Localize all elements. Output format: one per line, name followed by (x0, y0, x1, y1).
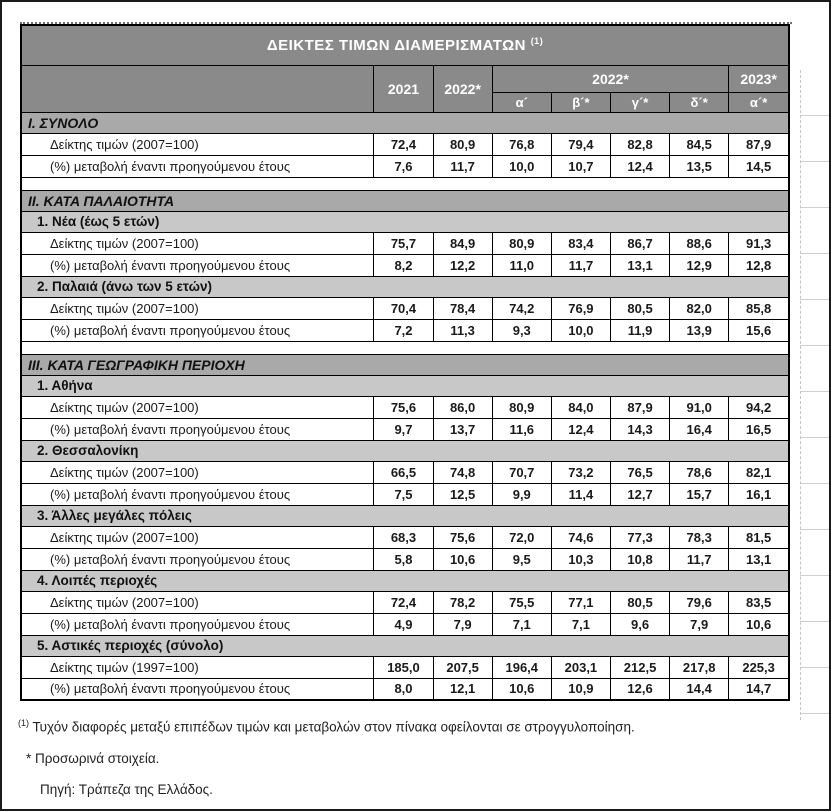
row-label: Δείκτης τιμών (2007=100) (21, 526, 374, 548)
value-cell: 9,3 (492, 319, 551, 341)
value-cell: 196,4 (492, 656, 551, 678)
subsection-heading: 3. Άλλες μεγάλες πόλεις (21, 505, 789, 526)
column-group-2022-quarters: 2022* (492, 65, 729, 92)
value-cell: 70,4 (374, 297, 433, 319)
value-cell: 78,3 (670, 526, 729, 548)
row-label: Δείκτης τιμών (2007=100) (21, 133, 374, 155)
subsection-heading: 1. Νέα (έως 5 ετών) (21, 211, 789, 232)
subsection-heading: 5. Αστικές περιοχές (σύνολο) (21, 635, 789, 656)
table-row (21, 254, 789, 276)
value-cell: 11,4 (551, 483, 610, 505)
row-label: (%) μεταβολή έναντι προηγούμενου έτους (21, 548, 374, 570)
row-label: Δείκτης τιμών (2007=100) (21, 461, 374, 483)
row-label: (%) μεταβολή έναντι προηγούμενου έτους (21, 319, 374, 341)
table-row (21, 613, 789, 635)
table-row (21, 232, 789, 254)
table-row (21, 461, 789, 483)
price-index-table-container (20, 24, 790, 701)
table-row (21, 678, 789, 700)
value-cell: 75,6 (433, 526, 492, 548)
value-cell: 76,5 (610, 461, 669, 483)
value-cell: 78,6 (670, 461, 729, 483)
value-cell: 83,5 (729, 591, 789, 613)
spacer-row (21, 177, 789, 190)
column-header-2022-q4: δ´* (670, 92, 729, 112)
row-label: Δείκτης τιμών (2007=100) (21, 232, 374, 254)
table-row (21, 418, 789, 440)
value-cell: 7,6 (374, 155, 433, 177)
value-cell: 94,2 (729, 396, 789, 418)
value-cell: 12,5 (433, 483, 492, 505)
value-cell: 78,2 (433, 591, 492, 613)
value-cell: 82,8 (610, 133, 669, 155)
source-note: Πηγή: Τράπεζα της Ελλάδος. (40, 781, 213, 797)
value-cell: 11,9 (610, 319, 669, 341)
value-cell: 75,7 (374, 232, 433, 254)
value-cell: 16,4 (670, 418, 729, 440)
value-cell: 9,5 (492, 548, 551, 570)
value-cell: 13,5 (670, 155, 729, 177)
value-cell: 8,2 (374, 254, 433, 276)
value-cell: 207,5 (433, 656, 492, 678)
value-cell: 12,2 (433, 254, 492, 276)
column-header-2022-q1: α´ (492, 92, 551, 112)
value-cell: 8,0 (374, 678, 433, 700)
value-cell: 80,5 (610, 297, 669, 319)
value-cell: 75,6 (374, 396, 433, 418)
subsection-heading: 2. Θεσσαλονίκη (21, 440, 789, 461)
value-cell: 4,9 (374, 613, 433, 635)
value-cell: 82,1 (729, 461, 789, 483)
value-cell: 72,4 (374, 591, 433, 613)
value-cell: 10,0 (492, 155, 551, 177)
value-cell: 80,5 (610, 591, 669, 613)
subsection-new-heading-row (21, 211, 789, 232)
value-cell: 7,9 (433, 613, 492, 635)
value-cell: 9,6 (610, 613, 669, 635)
value-cell: 13,1 (610, 254, 669, 276)
section-age-heading-row (21, 190, 789, 211)
row-label: Δείκτης τιμών (2007=100) (21, 591, 374, 613)
value-cell: 88,6 (670, 232, 729, 254)
value-cell: 212,5 (610, 656, 669, 678)
value-cell: 75,5 (492, 591, 551, 613)
footnote-provisional: * Προσωρινά στοιχεία. (26, 750, 160, 766)
subsection-heading: 4. Λοιπές περιοχές (21, 570, 789, 591)
value-cell: 10,3 (551, 548, 610, 570)
value-cell: 73,2 (551, 461, 610, 483)
value-cell: 15,6 (729, 319, 789, 341)
value-cell: 10,7 (551, 155, 610, 177)
value-cell: 14,5 (729, 155, 789, 177)
value-cell: 83,4 (551, 232, 610, 254)
value-cell: 87,9 (610, 396, 669, 418)
value-cell: 10,9 (551, 678, 610, 700)
value-cell: 76,8 (492, 133, 551, 155)
section-heading: II. ΚΑΤΑ ΠΑΛΑΙΟΤΗΤΑ (21, 190, 789, 211)
value-cell: 82,0 (670, 297, 729, 319)
row-label: (%) μεταβολή έναντι προηγούμενου έτους (21, 155, 374, 177)
value-cell: 70,7 (492, 461, 551, 483)
subsection-urban-areas-heading-row (21, 635, 789, 656)
value-cell: 203,1 (551, 656, 610, 678)
value-cell: 16,1 (729, 483, 789, 505)
value-cell: 72,4 (374, 133, 433, 155)
value-cell: 80,9 (433, 133, 492, 155)
value-cell: 225,3 (729, 656, 789, 678)
value-cell: 11,0 (492, 254, 551, 276)
value-cell: 7,1 (551, 613, 610, 635)
value-cell: 78,4 (433, 297, 492, 319)
section-heading: III. ΚΑΤΑ ΓΕΩΓΡΑΦΙΚΗ ΠΕΡΙΟΧΗ (21, 354, 789, 375)
value-cell: 7,2 (374, 319, 433, 341)
value-cell: 76,9 (551, 297, 610, 319)
value-cell: 80,9 (492, 396, 551, 418)
row-label: (%) μεταβολή έναντι προηγούμενου έτους (21, 613, 374, 635)
value-cell: 84,9 (433, 232, 492, 254)
row-label: Δείκτης τιμών (2007=100) (21, 396, 374, 418)
column-header-2022-q2: β´* (551, 92, 610, 112)
subsection-heading: 2. Παλαιά (άνω των 5 ετών) (21, 276, 789, 297)
value-cell: 74,6 (551, 526, 610, 548)
value-cell: 68,3 (374, 526, 433, 548)
value-cell: 84,5 (670, 133, 729, 155)
title-footnote-ref: (1) (530, 36, 544, 47)
row-label: (%) μεταβολή έναντι προηγούμενου έτους (21, 678, 374, 700)
value-cell: 185,0 (374, 656, 433, 678)
value-cell: 74,2 (492, 297, 551, 319)
section-total-heading-row (21, 112, 789, 133)
row-label: Δείκτης τιμών (2007=100) (21, 297, 374, 319)
column-header-2022: 2022* (433, 65, 492, 112)
row-label: (%) μεταβολή έναντι προηγούμενου έτους (21, 418, 374, 440)
table-row (21, 526, 789, 548)
value-cell: 9,7 (374, 418, 433, 440)
value-cell: 79,4 (551, 133, 610, 155)
table-title-text: ΔΕΙΚΤΕΣ ΤΙΜΩΝ ΔΙΑΜΕΡΙΣΜΑΤΩΝ (266, 37, 531, 55)
table-row (21, 591, 789, 613)
row-label: Δείκτης τιμών (1997=100) (21, 656, 374, 678)
value-cell: 87,9 (729, 133, 789, 155)
year-header-row (21, 65, 789, 92)
table-row (21, 297, 789, 319)
subsection-athens-heading-row (21, 375, 789, 396)
value-cell: 13,1 (729, 548, 789, 570)
value-cell: 7,9 (670, 613, 729, 635)
table-title (21, 25, 789, 65)
section-region-heading-row (21, 354, 789, 375)
value-cell: 79,6 (670, 591, 729, 613)
value-cell: 16,5 (729, 418, 789, 440)
column-header-2022-q3: γ´* (610, 92, 669, 112)
value-cell: 12,7 (610, 483, 669, 505)
subsection-heading: 1. Αθήνα (21, 375, 789, 396)
row-label: (%) μεταβολή έναντι προηγούμενου έτους (21, 483, 374, 505)
value-cell: 217,8 (670, 656, 729, 678)
value-cell: 84,0 (551, 396, 610, 418)
section-heading: I. ΣΥΝΟΛΟ (21, 112, 789, 133)
value-cell: 7,1 (492, 613, 551, 635)
value-cell: 10,6 (492, 678, 551, 700)
column-header-2023-q1: α´* (729, 92, 789, 112)
footnote-ref: (1) (18, 718, 29, 728)
value-cell: 10,8 (610, 548, 669, 570)
table-row (21, 319, 789, 341)
value-cell: 85,8 (729, 297, 789, 319)
value-cell: 86,7 (610, 232, 669, 254)
value-cell: 12,9 (670, 254, 729, 276)
value-cell: 13,9 (670, 319, 729, 341)
footnote-rounding (18, 718, 808, 735)
value-cell: 12,1 (433, 678, 492, 700)
column-header-2021: 2021 (374, 65, 433, 112)
value-cell: 11,3 (433, 319, 492, 341)
value-cell: 14,3 (610, 418, 669, 440)
value-cell: 14,4 (670, 678, 729, 700)
value-cell: 12,8 (729, 254, 789, 276)
value-cell: 66,5 (374, 461, 433, 483)
value-cell: 77,1 (551, 591, 610, 613)
footnotes (18, 718, 808, 811)
value-cell: 15,7 (670, 483, 729, 505)
table-row (21, 155, 789, 177)
value-cell: 12,4 (551, 418, 610, 440)
title-row (21, 25, 789, 65)
value-cell: 13,7 (433, 418, 492, 440)
table-row (21, 396, 789, 418)
value-cell: 91,3 (729, 232, 789, 254)
value-cell: 74,8 (433, 461, 492, 483)
spacer-row (21, 341, 789, 354)
stub-header-cell (21, 65, 374, 112)
value-cell: 86,0 (433, 396, 492, 418)
value-cell: 12,6 (610, 678, 669, 700)
subsection-other-cities-heading-row (21, 505, 789, 526)
value-cell: 11,6 (492, 418, 551, 440)
value-cell: 14,7 (729, 678, 789, 700)
row-label: (%) μεταβολή έναντι προηγούμενου έτους (21, 254, 374, 276)
subsection-thessaloniki-heading-row (21, 440, 789, 461)
value-cell: 11,7 (551, 254, 610, 276)
value-cell: 11,7 (433, 155, 492, 177)
spreadsheet-gridlines (800, 70, 830, 720)
value-cell: 72,0 (492, 526, 551, 548)
table-row (21, 133, 789, 155)
footnote-rounding-text: Τυχόν διαφορές μεταξύ επιπέδων τιμών και μεταβολών στον πίνακα οφείλονται σε στρογγυλοποίηση. (29, 719, 635, 735)
subsection-old-heading-row (21, 276, 789, 297)
column-header-2023: 2023* (729, 65, 789, 92)
value-cell: 9,9 (492, 483, 551, 505)
value-cell: 5,8 (374, 548, 433, 570)
value-cell: 10,0 (551, 319, 610, 341)
value-cell: 77,3 (610, 526, 669, 548)
subsection-other-areas-heading-row (21, 570, 789, 591)
value-cell: 81,5 (729, 526, 789, 548)
value-cell: 91,0 (670, 396, 729, 418)
value-cell: 10,6 (433, 548, 492, 570)
table-row (21, 548, 789, 570)
value-cell: 80,9 (492, 232, 551, 254)
value-cell: 12,4 (610, 155, 669, 177)
table-row (21, 656, 789, 678)
price-index-table (20, 24, 790, 701)
table-row (21, 483, 789, 505)
value-cell: 7,5 (374, 483, 433, 505)
value-cell: 11,7 (670, 548, 729, 570)
value-cell: 10,6 (729, 613, 789, 635)
